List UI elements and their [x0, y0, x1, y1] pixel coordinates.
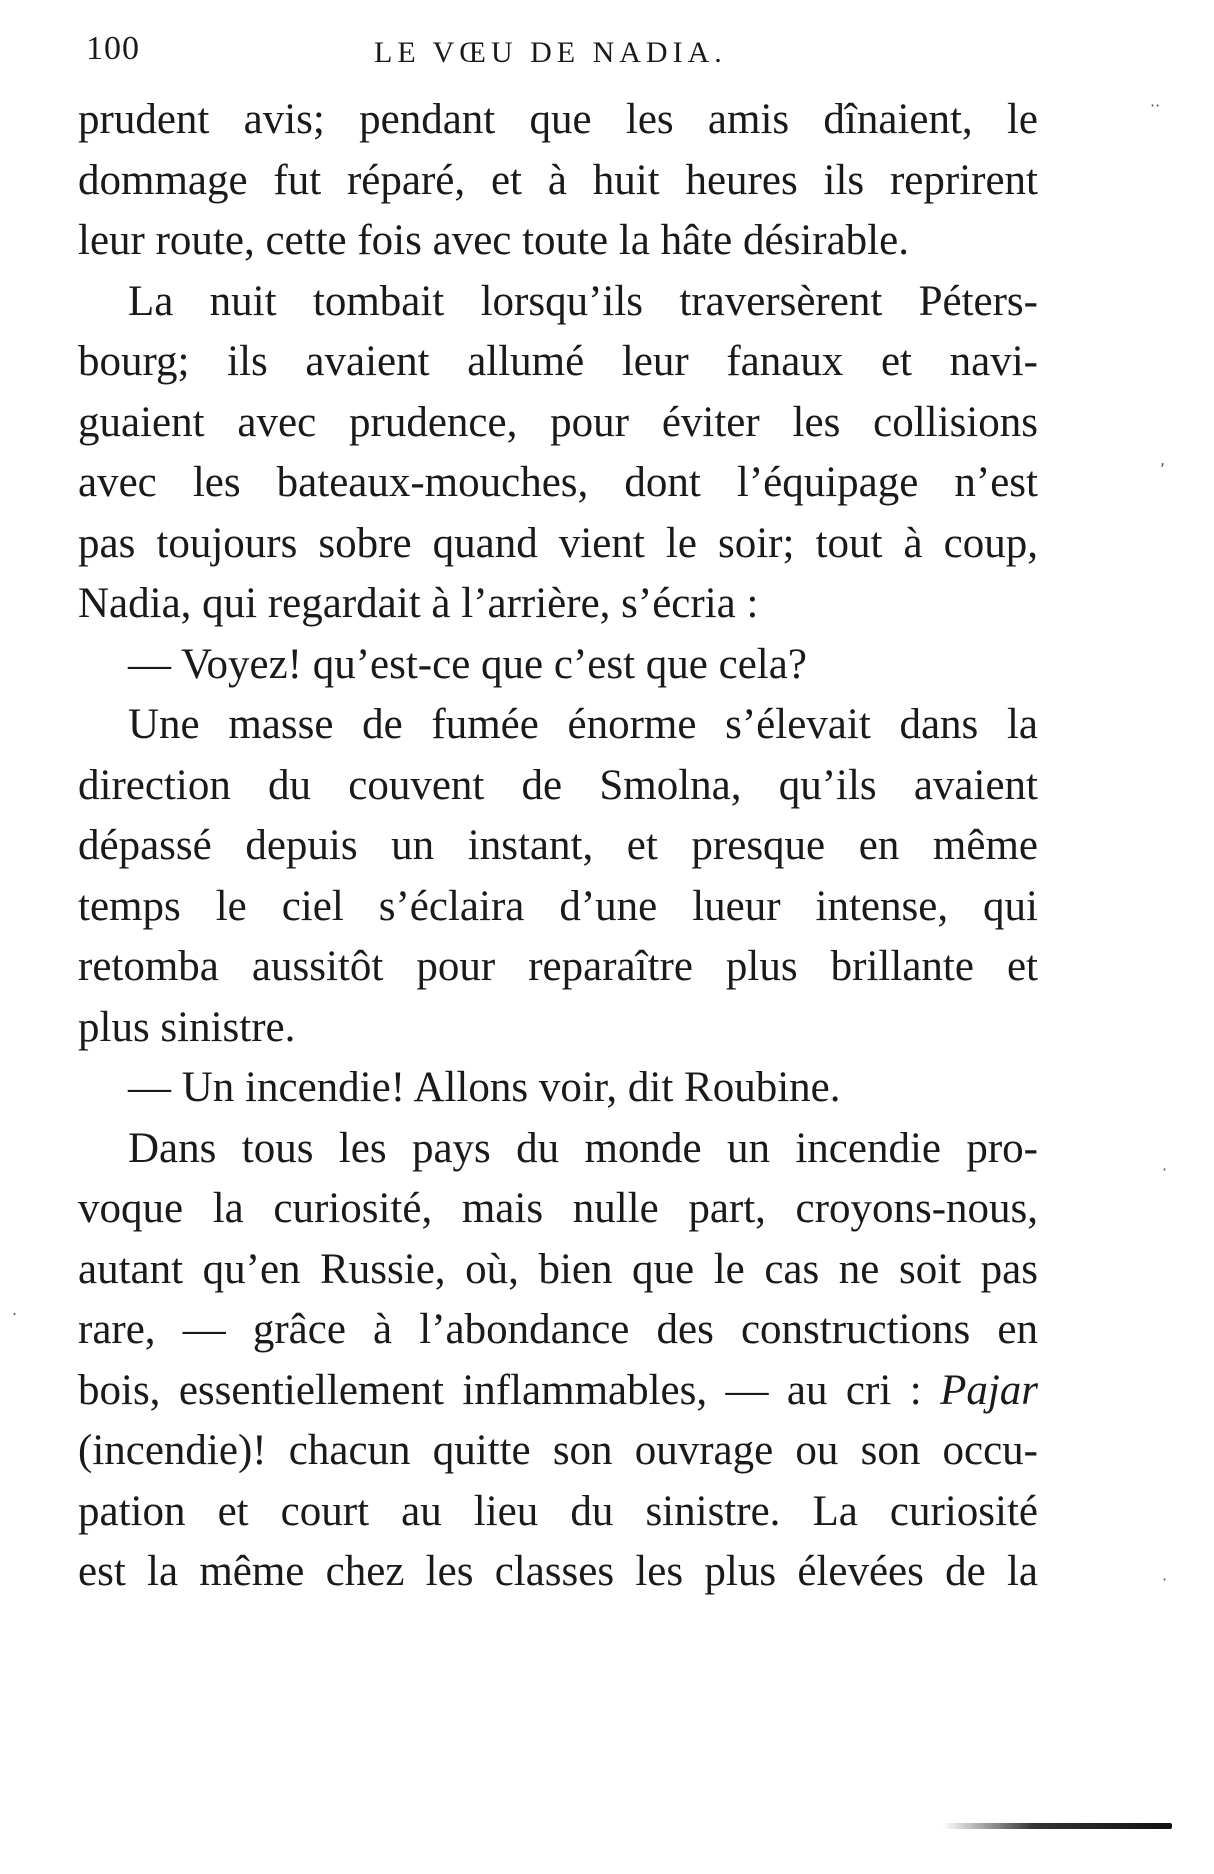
text-line: pation et court au lieu du sinistre. La curiosité [78, 1487, 1038, 1535]
body-text [78, 90, 1038, 1603]
text-line: Nadia, qui regardait à l’arrière, s’écria : [78, 580, 759, 627]
italic-term: Pajar [940, 1366, 1039, 1414]
text-line: autant qu’en Russie, où, bien que le cas ne soit pas [78, 1245, 1038, 1293]
text-line: rare, — grâce à l’abondance des constructions en [78, 1306, 1038, 1353]
text-line: direction du couvent de Smolna, qu’ils avaient [78, 761, 1038, 809]
text-line: est la même chez les classes les plus élevées de la [78, 1548, 1038, 1595]
text-line: guaient avec prudence, pour éviter les collisions [78, 398, 1038, 446]
text-line: pas toujours sobre quand vient le soir; tout à coup, [78, 519, 1038, 567]
margin-speck: , [1160, 450, 1166, 469]
text-line: bourg; ils avaient allumé leur fanaux et navi- [78, 338, 1038, 385]
text-line: (incendie)! chacun quitte son ouvrage ou son occu- [78, 1427, 1038, 1474]
text-line: — Un incendie! Allons voir, dit Roubine. [128, 1064, 841, 1111]
margin-speck: · [1162, 1570, 1168, 1589]
text-line: — Voyez! qu’est-ce que c’est que cela? [128, 640, 807, 688]
text-line: dommage fut réparé, et à huit heures ils reprirent [78, 156, 1038, 204]
text-line: leur route, cette fois avec toute la hâte désirable. [78, 217, 909, 264]
text-line: Dans tous les pays du monde un incendie pro- [128, 1124, 1038, 1172]
margin-speck: · [1162, 1160, 1168, 1179]
text-line: Une masse de fumée énorme s’élevait dans la [128, 701, 1038, 748]
text-line: prudent avis; pendant que les amis dînaient, le [78, 96, 1038, 143]
text-line: temps le ciel s’éclaira d’une lueur intense, qui [78, 882, 1038, 930]
text-fragment: bois, essentiellement inflammables, — au cri : [78, 1366, 922, 1414]
text-line: retomba aussitôt pour reparaître plus brillante et [78, 943, 1038, 990]
running-head [86, 30, 1046, 78]
margin-speck: . [12, 1300, 18, 1319]
page-number: 100 [86, 30, 140, 67]
text-line: avec les bateaux-mouches, dont l’équipage n’est [78, 459, 1038, 506]
running-title: LE VŒU DE NADIA. [374, 36, 727, 69]
text-line: plus sinistre. [78, 1003, 296, 1051]
text-line [78, 1361, 1038, 1422]
text-line: voque la curiosité, mais nulle part, croyons-nous, [78, 1185, 1038, 1232]
text-line: dépassé depuis un instant, et presque en même [78, 822, 1038, 869]
margin-speck: ·· [1150, 96, 1161, 115]
text-line: La nuit tombait lorsqu’ils traversèrent Péters- [128, 277, 1038, 325]
bottom-rule [942, 1823, 1172, 1829]
